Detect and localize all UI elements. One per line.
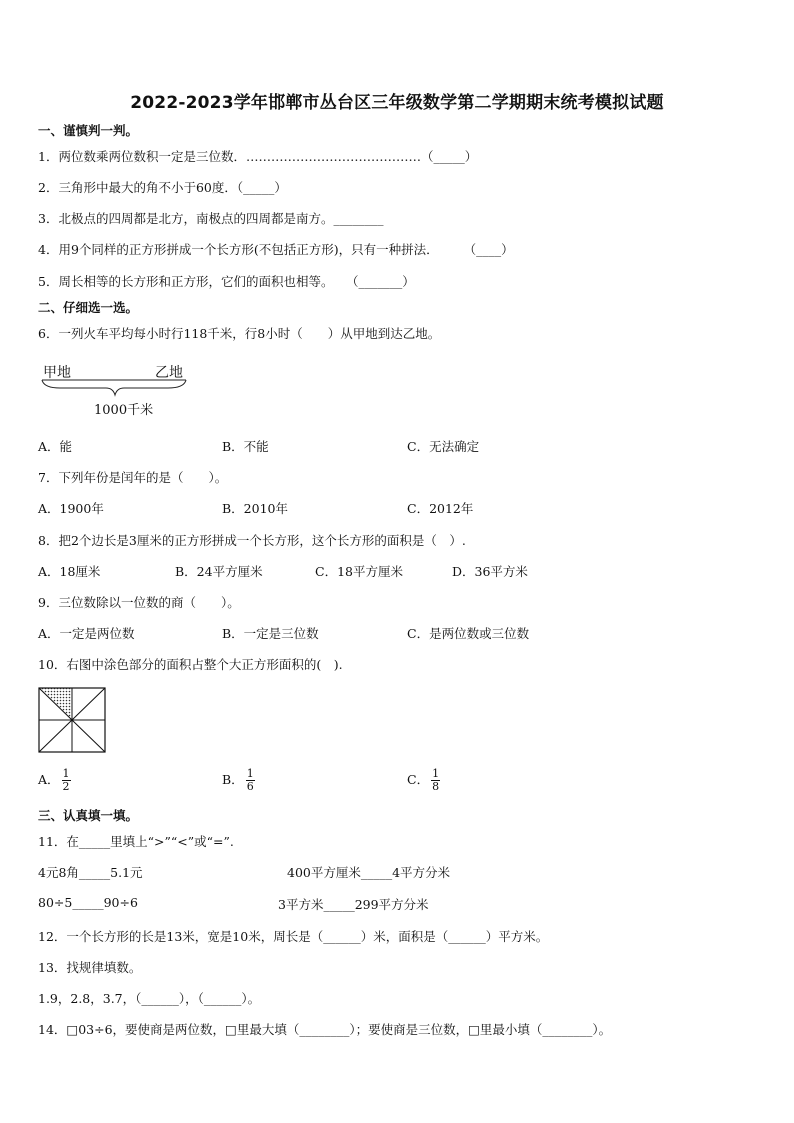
q11-item-4: 3平方米_____299平方分米 (278, 897, 429, 912)
section-heading-choose: 二、仔细选一选。 (38, 300, 139, 315)
fig-label-distance: 1000千米 (94, 403, 154, 418)
question-5: 5．周长相等的长方形和正方形，它们的面积也相等。 （_______） (38, 274, 415, 289)
fig-label-yi: 乙地 (155, 365, 183, 381)
q10-option-b: B． $\frac{1}{6}$ (222, 767, 254, 793)
q10-option-a: A． $\frac{1}{2}$ (38, 767, 70, 793)
fraction: $\frac{1}{2}$ (62, 767, 70, 793)
q8-option-a: A．18厘米 (38, 564, 101, 579)
page-title: 2022-2023学年邯郸市丛台区三年级数学第二学期期末统考模拟试题 (130, 93, 664, 113)
q7-option-b: B．2010年 (222, 501, 288, 516)
question-6: 6．一列火车平均每小时行118千米，行8小时（ ）从甲地到达乙地。 (38, 326, 441, 341)
question-2: 2．三角形中最大的角不小于60度．（_____） (38, 180, 287, 195)
q9-option-b: B．一定是三位数 (222, 626, 319, 641)
q9-option-a: A．一定是两位数 (38, 626, 135, 641)
q6-option-c: C．无法确定 (407, 439, 480, 454)
q8-option-c: C．18平方厘米 (315, 564, 403, 579)
q8-option-b: B．24平方厘米 (175, 564, 263, 579)
question-12: 12．一个长方形的长是13米，宽是10米，周长是（______）米，面积是（______）平方米。 (38, 929, 549, 944)
q8-option-d: D．36平方米 (452, 564, 528, 579)
question-7: 7．下列年份是闰年的是（ ）。 (38, 470, 228, 485)
question-4: 4．用9个同样的正方形拼成一个长方形(不包括正方形)，只有一种拼法． （____） (38, 242, 514, 257)
q7-option-c: C．2012年 (407, 501, 474, 516)
section-heading-fill: 三、认真填一填。 (38, 808, 139, 823)
fraction: $\frac{1}{8}$ (432, 767, 440, 793)
q11-item-1: 4元8角_____5.1元 (38, 865, 143, 880)
question-8: 8．把2个边长是3厘米的正方形拼成一个长方形，这个长方形的面积是（ ）. (38, 533, 466, 548)
q13-sequence: 1.9，2.8，3.7，（______），（______）。 (38, 991, 261, 1006)
question-9: 9．三位数除以一位数的商（ ）。 (38, 595, 240, 610)
q11-item-3: 80÷5_____90÷6 (38, 895, 138, 910)
fig-label-jia: 甲地 (43, 365, 71, 381)
question-11: 11．在_____里填上“>”“<”或“=”. (38, 834, 234, 849)
question-14: 14．□03÷6，要使商是两位数，□里最大填（________）；要使商是三位数，□里最小填（________）。 (38, 1022, 612, 1037)
distance-brace (40, 378, 190, 400)
question-10: 10．右图中涂色部分的面积占整个大正方形面积的( ). (38, 657, 343, 672)
square-figure (38, 687, 106, 753)
question-1: 1．两位数乘两位数积一定是三位数．……………………………………（_____） (38, 149, 478, 164)
q6-option-a: A．能 (38, 439, 73, 454)
question-3: 3．北极点的四周都是北方，南极点的四周都是南方。________ (38, 211, 384, 226)
q9-option-c: C．是两位数或三位数 (407, 626, 530, 641)
question-13: 13．找规律填数。 (38, 960, 142, 975)
fraction: $\frac{1}{6}$ (246, 767, 254, 793)
q11-item-2: 400平方厘米_____4平方分米 (287, 865, 451, 880)
q7-option-a: A．1900年 (38, 501, 104, 516)
section-heading-judge: 一、谨慎判一判。 (38, 123, 139, 138)
q10-option-c: C． $\frac{1}{8}$ (407, 767, 440, 793)
q6-option-b: B．不能 (222, 439, 269, 454)
